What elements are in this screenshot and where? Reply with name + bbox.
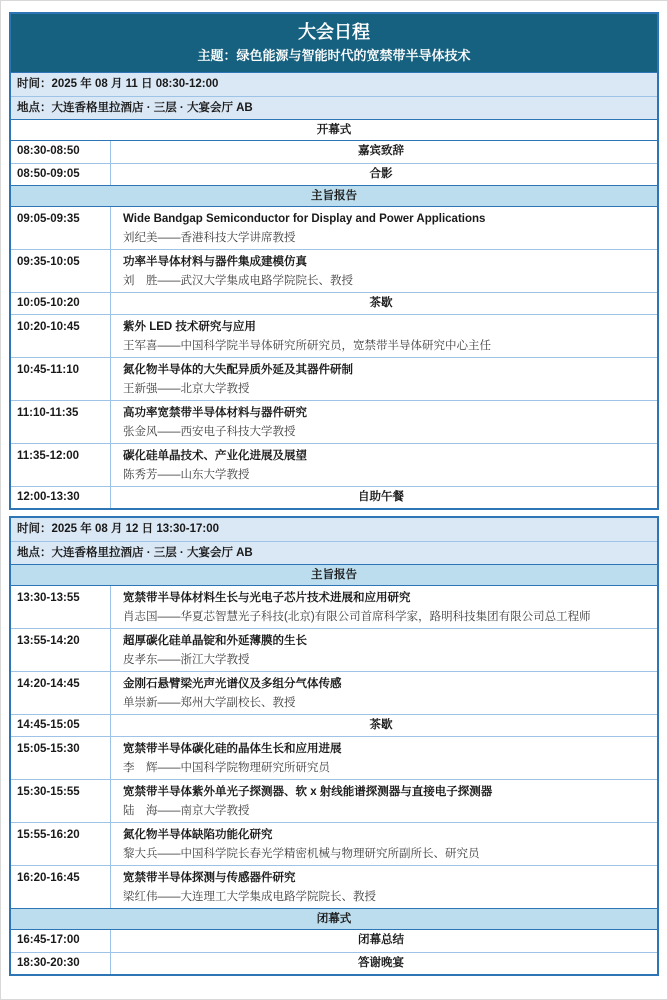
time-cell: 12:00-13:30 (11, 487, 111, 508)
time-cell: 08:50-09:05 (11, 164, 111, 185)
schedule-theme: 主题：绿色能源与智能时代的宽禁带半导体技术 (197, 48, 471, 63)
talk-title: 氮化物半导体的大失配异质外延及其器件研制 (123, 364, 353, 376)
time-cell: 09:05-09:35 (11, 207, 111, 249)
talk-title: 宽禁带半导体碳化硅的晶体生长和应用进展 (123, 743, 342, 755)
schedule-row (11, 930, 657, 952)
talk-cell (111, 823, 657, 865)
time-cell: 14:45-15:05 (11, 715, 111, 736)
section-title: 主旨报告 (311, 569, 357, 581)
section-header-row (11, 119, 657, 141)
schedule-row (11, 141, 657, 163)
day2-schedule-table (9, 516, 659, 976)
schedule-row (11, 292, 657, 314)
time-cell: 15:05-15:30 (11, 737, 111, 779)
talk-cell (111, 672, 657, 714)
talk-cell (111, 780, 657, 822)
talk-cell (111, 629, 657, 671)
event-label-cell: 答谢晚宴 (358, 957, 404, 969)
talk-speaker: 陆 海——南京大学教授 (123, 805, 250, 817)
talk-title: 紫外 LED 技术研究与应用 (123, 321, 256, 333)
talk-speaker: 张金风——西安电子科技大学教授 (123, 426, 296, 438)
talk-speaker: 梁红伟——大连理工大学集成电路学院院长、教授 (123, 891, 376, 903)
schedule-row (11, 443, 657, 486)
talk-title: 金刚石悬臂梁光声光谱仪及多组分气体传感 (123, 678, 342, 690)
section-header-row (11, 185, 657, 207)
schedule-row (11, 357, 657, 400)
time-cell: 15:30-15:55 (11, 780, 111, 822)
talk-title: 超厚碳化硅单晶锭和外延薄膜的生长 (123, 635, 307, 647)
time-cell: 10:45-11:10 (11, 358, 111, 400)
talk-cell (111, 315, 657, 357)
talk-speaker: 王新强——北京大学教授 (123, 383, 250, 395)
time-cell: 10:05-10:20 (11, 293, 111, 314)
schedule-row (11, 486, 657, 508)
schedule-row (11, 628, 657, 671)
schedule-row (11, 314, 657, 357)
talk-cell (111, 358, 657, 400)
talk-speaker: 单崇新——郑州大学副校长、教授 (123, 697, 296, 709)
schedule-row (11, 671, 657, 714)
talk-cell (111, 444, 657, 486)
time-cell: 13:30-13:55 (11, 586, 111, 628)
talk-cell (111, 866, 657, 908)
time-cell: 16:20-16:45 (11, 866, 111, 908)
schedule-row (11, 400, 657, 443)
time-cell: 11:10-11:35 (11, 401, 111, 443)
schedule-row (11, 714, 657, 736)
section-header-row (11, 908, 657, 930)
session-venue-row: 地点：大连香格里拉酒店 · 三层 · 大宴会厅 AB (11, 541, 657, 564)
talk-speaker: 皮孝东——浙江大学教授 (123, 654, 250, 666)
talk-cell (111, 401, 657, 443)
event-label-cell: 自助午餐 (358, 491, 404, 503)
talk-title: 高功率宽禁带半导体材料与器件研究 (123, 407, 307, 419)
time-cell: 10:20-10:45 (11, 315, 111, 357)
talk-speaker: 黎大兵——中国科学院长春光学精密机械与物理研究所副所长、研究员 (123, 848, 480, 860)
day1-schedule-table (9, 12, 659, 510)
schedule-row (11, 207, 657, 249)
day1-session-rows (11, 73, 657, 508)
session-venue-row: 地点：大连香格里拉酒店 · 三层 · 大宴会厅 AB (11, 96, 657, 119)
time-cell: 14:20-14:45 (11, 672, 111, 714)
talk-cell (111, 207, 657, 249)
session-time-row: 时间：2025 年 08 月 12 日 13:30-17:00 (11, 518, 657, 541)
event-label-cell: 茶歇 (369, 297, 393, 309)
talk-title: 宽禁带半导体材料生长与光电子芯片技术进展和应用研究 (123, 592, 411, 604)
schedule-header (11, 14, 657, 73)
talk-title: Wide Bandgap Semiconductor for Display and Power Applications (123, 213, 486, 225)
section-title: 闭幕式 (316, 913, 352, 925)
event-label-cell: 嘉宾致辞 (358, 145, 404, 157)
time-cell: 18:30-20:30 (11, 953, 111, 974)
schedule-row (11, 586, 657, 628)
day2-session-rows (11, 518, 657, 974)
page-title: 大会日程 (298, 22, 370, 42)
event-label-cell: 合影 (369, 168, 393, 180)
time-cell: 11:35-12:00 (11, 444, 111, 486)
session-time-row: 时间：2025 年 08 月 11 日 08:30-12:00 (11, 73, 657, 96)
section-title: 开幕式 (316, 124, 352, 136)
talk-cell (111, 250, 657, 292)
schedule-row (11, 952, 657, 974)
talk-title: 宽禁带半导体探测与传感器件研究 (123, 872, 296, 884)
talk-cell (111, 737, 657, 779)
talk-speaker: 陈秀芳——山东大学教授 (123, 469, 250, 481)
schedule-row (11, 736, 657, 779)
time-cell: 16:45-17:00 (11, 930, 111, 952)
time-cell: 13:55-14:20 (11, 629, 111, 671)
talk-title: 碳化硅单晶技术、产业化进展及展望 (123, 450, 307, 462)
event-label-cell: 茶歇 (369, 719, 393, 731)
talk-cell (111, 586, 657, 628)
schedule-row (11, 822, 657, 865)
talk-title: 功率半导体材料与器件集成建模仿真 (123, 256, 307, 268)
schedule-row (11, 249, 657, 292)
schedule-row (11, 163, 657, 185)
time-cell: 08:30-08:50 (11, 141, 111, 163)
time-cell: 15:55-16:20 (11, 823, 111, 865)
section-header-row (11, 564, 657, 586)
talk-speaker: 李 辉——中国科学院物理研究所研究员 (123, 762, 330, 774)
talk-speaker: 刘 胜——武汉大学集成电路学院院长、教授 (123, 275, 353, 287)
talk-title: 宽禁带半导体紫外单光子探测器、软 x 射线能谱探测器与直接电子探测器 (123, 786, 493, 798)
event-label-cell: 闭幕总结 (358, 934, 404, 946)
talk-speaker: 刘纪美——香港科技大学讲席教授 (123, 232, 296, 244)
talk-speaker: 肖志国——华夏芯智慧光子科技(北京)有限公司首席科学家，路明科技集团有限公司总工程师 (123, 611, 591, 623)
schedule-row (11, 779, 657, 822)
talk-speaker: 王军喜——中国科学院半导体研究所研究员，宽禁带半导体研究中心主任 (123, 340, 491, 352)
time-cell: 09:35-10:05 (11, 250, 111, 292)
schedule-row (11, 865, 657, 908)
talk-title: 氮化物半导体缺陷功能化研究 (123, 829, 273, 841)
section-title: 主旨报告 (311, 190, 357, 202)
